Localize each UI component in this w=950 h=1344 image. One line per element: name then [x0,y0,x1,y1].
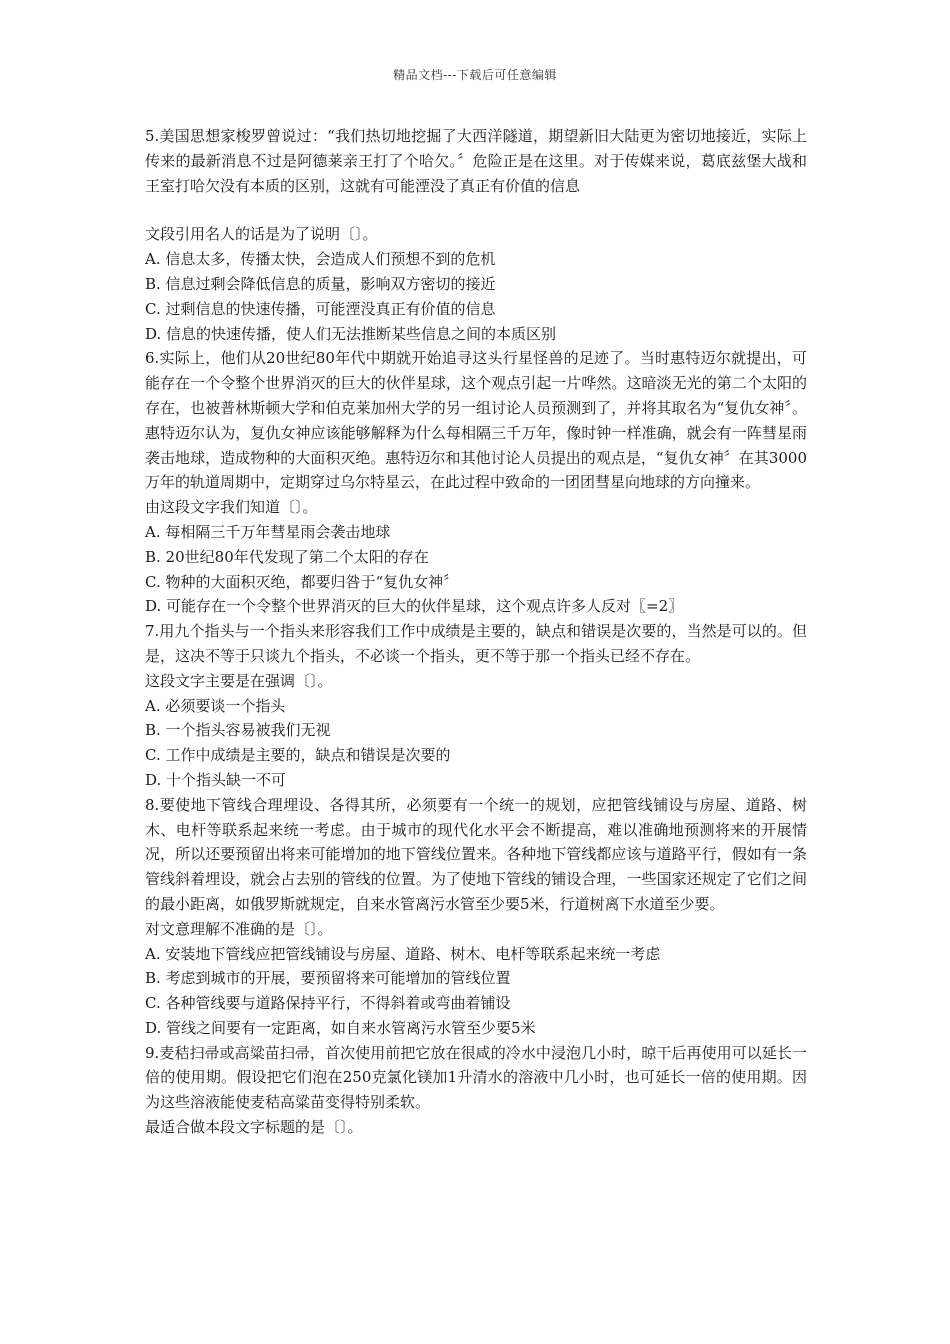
paragraph-gap [145,198,807,222]
question-8-option-c: C. 各种管线要与道路保持平行，不得斜着或弯曲着铺设 [145,994,511,1013]
question-5-option-a: A. 信息太多，传播太快，会造成人们预想不到的危机 [145,250,496,269]
question-6-option-a: A. 每相隔三千万年彗星雨会袭击地球 [145,522,391,541]
question-9-prompt: 最适合做本段文字标题的是〔〕。 [145,1118,363,1137]
question-5-option-c: C. 过剩信息的快速传播，可能湮没真正有价值的信息 [145,299,496,318]
question-5-option-d: D. 信息的快速传播，使人们无法推断某些信息之间的本质区别 [145,324,557,343]
question-5-prompt: 文段引用名人的话是为了说明〔〕。 [145,225,378,244]
question-7-option-c: C. 工作中成绩是主要的，缺点和错误是次要的 [145,746,451,765]
question-7-option-a: A. 必须要谈一个指头 [145,696,286,715]
question-6-option-c: C. 物种的大面积灭绝，都要归咎于“复仇女神〞 [145,572,459,591]
question-7-option-b: B. 一个指头容易被我们无视 [145,721,331,740]
question-7-stem: 7.用九个指头与一个指头来形容我们工作中成绩是主要的，缺点和错误是次要的，当然是可以的。但是，这决不等于只谈九个指头，不必谈一个指头，更不等于那一个指头已经不存在。 [145,622,807,665]
page-header: 精品文档---下载后可任意编辑 [393,68,557,82]
question-5-stem: 5.美国思想家梭罗曾说过：“我们热切地挖掘了大西洋隧道，期望新旧大陆更为密切地接近，实际上传来的最新消息不过是阿德莱亲王打了个哈欠。〞危险正是在这里。对于传媒来说，葛底兹堡大战和王室打哈欠没有本质的区别，这就有可能湮没了真正有价值的信息 [145,127,807,195]
question-7-option-d: D. 十个指头缺一不可 [145,770,287,789]
question-9-stem: 9.麦秸扫帚或高粱苗扫帚，首次使用前把它放在很咸的冷水中浸泡几小时，晾干后再使用可以延长一倍的使用期。假设把它们泡在250克氯化镁加1升清水的溶液中几小时，也可延长一倍的使用期。因为这些溶液能使麦秸高粱苗变得特别柔软。 [145,1043,807,1112]
question-8-option-d: D. 管线之间要有一定距离，如自来水管离污水管至少要5米 [145,1018,536,1037]
question-8-stem: 8.要使地下管线合理埋设、各得其所，必须要有一个统一的规划，应把管线铺设与房屋、道路、树木、电杆等联系起来统一考虑。由于城市的现代化水平会不断提高，难以准确地预测将来的开展情况，所以还要预留出将来可能增加的地下管线位置来。各种地下管线都应该与道路平行，假如有一条管线斜着埋设，就会占去别的管线的位置。为了使地下管线的铺设合理，一些国家还规定了它们之间的最小距离，如俄罗斯就规定，自来水管离污水管至少要5米，行道树离下水道至少要。 [145,795,807,913]
question-8-option-b: B. 考虑到城市的开展，要预留将来可能增加的管线位置 [145,969,511,988]
question-6-option-b: B. 20世纪80年代发现了第二个太阳的存在 [145,547,429,566]
question-6-stem: 6.实际上，他们从20世纪80年代中期就开始追寻这头行星怪兽的足迹了。当时惠特迈尔就提出，可能存在一个令整个世界消灭的巨大的伙伴星球，这个观点引起一片哗然。这暗淡无光的第二个太阳的存在，也被普林斯顿大学和伯克莱加州大学的另一组讨论人员预测到了，并将其取名为“复仇女神〞。惠特迈尔认为，复仇女神应该能够解释为什么每相隔三千万年，像时钟一样准确，就会有一阵彗星雨袭击地球，造成物种的大面积灭绝。惠特迈尔和其他讨论人员提出的观点是，“复仇女神〞在其3000万年的轨道周期中，定期穿过乌尔特星云，在此过程中致命的一团团彗星向地球的方向撞来。 [145,349,807,492]
question-8-prompt: 对文意理解不准确的是〔〕。 [145,919,333,938]
question-6-prompt: 由这段文字我们知道〔〕。 [145,498,318,517]
question-7-prompt: 这段文字主要是在强调〔〕。 [145,671,333,690]
question-8-option-a: A. 安装地下管线应把管线铺设与房屋、道路、树木、电杆等联系起来统一考虑 [145,944,661,963]
question-5-option-b: B. 信息过剩会降低信息的质量，影响双方密切的接近 [145,274,496,293]
document-body [145,124,807,1140]
question-6-option-d: D. 可能存在一个令整个世界消灭的巨大的伙伴星球，这个观点许多人反对〖=2〗 [145,597,684,616]
